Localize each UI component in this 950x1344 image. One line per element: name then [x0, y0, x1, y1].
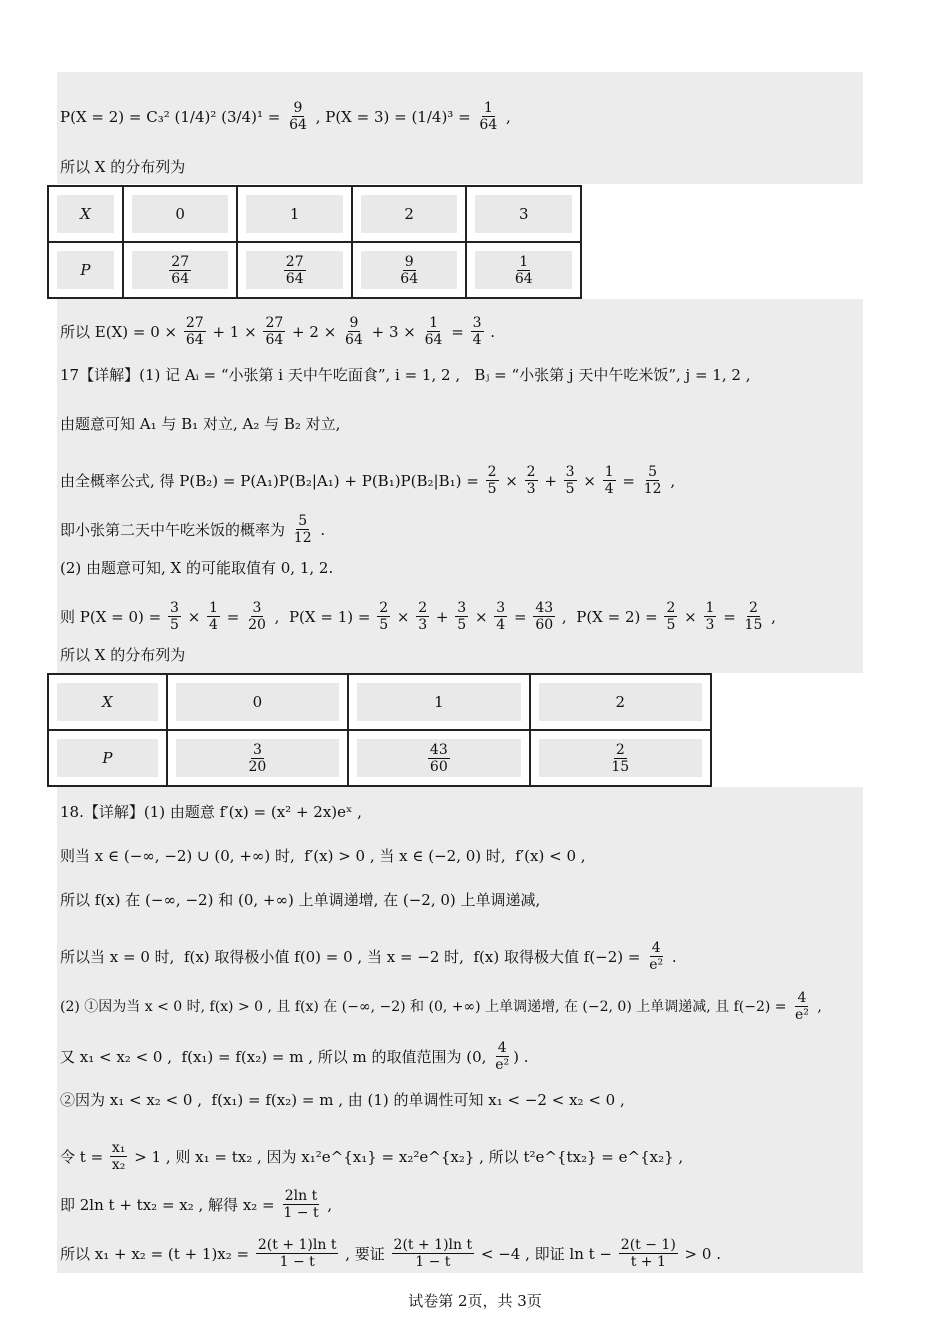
text-segment: ,	[322, 1195, 333, 1214]
text-segment: , P(X = 1) =	[269, 607, 376, 626]
cell-content	[361, 195, 458, 233]
cell-content	[132, 251, 229, 289]
cell-content	[475, 251, 572, 289]
table-cell	[48, 242, 123, 298]
text-segment: 所以当 x = 0 时, f(x) 取得极小值 f(0) = 0 , 当 x = −2 时, f(x) 取得极大值 f(−2) =	[60, 947, 646, 966]
text-segment: .	[485, 322, 496, 341]
cell-text: X	[102, 693, 113, 711]
cell-content	[475, 195, 572, 233]
fraction-denominator: 4	[604, 481, 614, 497]
text-segment: 又 x₁ < x₂ < 0 , f(x₁) = f(x₂) = m , 所以 m 的取值范围为 (0,	[60, 1047, 492, 1066]
fraction-numerator: 3	[457, 600, 467, 616]
fraction-denominator: 4	[472, 332, 482, 348]
fraction	[704, 600, 717, 633]
cell-content	[57, 195, 114, 233]
fraction-numerator: 43	[535, 600, 554, 616]
fraction-denominator: 60	[429, 758, 448, 775]
cell-content	[57, 683, 158, 721]
formula-line	[60, 990, 822, 1023]
text-segment: < −4 , 即证 ln t −	[476, 1244, 617, 1263]
text-segment: ×	[470, 607, 493, 626]
table-cell	[352, 242, 467, 298]
cell-fraction	[398, 254, 420, 287]
fraction-numerator: 1	[519, 253, 529, 270]
text-segment: .	[667, 947, 677, 966]
text-line	[60, 846, 586, 866]
distribution-table-2	[47, 673, 712, 787]
fraction	[477, 100, 499, 133]
text-segment: + 1 ×	[207, 322, 262, 341]
fraction-denominator: 64	[400, 270, 419, 287]
fraction	[343, 315, 365, 348]
fraction-denominator: 64	[265, 332, 284, 348]
fraction	[455, 600, 468, 633]
cell-text: P	[102, 749, 113, 767]
fraction	[377, 600, 390, 633]
cell-text: 3	[518, 205, 529, 223]
text-segment: +	[539, 471, 562, 490]
page-footer: 试卷第 2页，共 3页	[408, 1292, 542, 1310]
fraction	[533, 600, 555, 633]
fraction	[486, 464, 499, 497]
text-segment: 由全概率公式, 得 P(B₂) = P(A₁)P(B₂|A₁) + P(B₁)P(B₂|B₁) =	[60, 471, 484, 490]
table-cell	[237, 242, 352, 298]
text-segment: ②因为 x₁ < x₂ < 0 , f(x₁) = f(x₂) = m , 由 (1) 的单调性可知 x₁ < −2 < x₂ < 0 ,	[60, 1091, 625, 1109]
cell-content	[57, 251, 114, 289]
cell-text: 1	[289, 205, 300, 223]
cell-content	[246, 251, 343, 289]
table-cell	[167, 674, 348, 730]
fraction-denominator: 5	[666, 617, 676, 633]
fraction-denominator: 1 − t	[415, 1254, 451, 1270]
text-segment: .	[315, 520, 326, 539]
formula-line	[60, 464, 675, 497]
text-segment: 所以 f(x) 在 (−∞, −2) 和 (0, +∞) 上单调递增, 在 (−2, 0) 上单调递减,	[60, 891, 541, 909]
formula-line	[60, 940, 677, 973]
cell-content	[57, 739, 158, 777]
text-segment: > 1 , 则 x₁ = tx₂ , 因为 x₁²e^{x₁} = x₂²e^{x₂} , 所以 t²e^{tx₂} = e^{x₂} ,	[129, 1147, 684, 1166]
cell-fraction	[428, 742, 450, 775]
fraction-numerator: 2	[379, 600, 389, 616]
fraction	[281, 1188, 320, 1221]
cell-text: 0	[252, 693, 263, 711]
fraction-numerator: 9	[349, 315, 359, 331]
fraction-numerator: 1	[483, 100, 493, 116]
cell-text: 0	[175, 205, 185, 223]
cell-fraction	[169, 254, 191, 287]
fraction-numerator: 27	[285, 253, 304, 270]
fraction-numerator: 3	[170, 600, 179, 616]
fraction-denominator: 5	[170, 617, 179, 633]
text-segment: 所以 X 的分布列为	[60, 158, 186, 176]
text-segment: (2) 由题意可知, X 的可能取值有 0, 1, 2.	[60, 559, 334, 577]
text-segment: 则当 x ∈ (−∞, −2) ∪ (0, +∞) 时, f′(x) > 0 , 当 x ∈ (−2, 0) 时, f′(x) < 0 ,	[60, 847, 586, 865]
text-line	[60, 157, 185, 177]
fraction-numerator: 2	[487, 464, 497, 480]
text-segment: 即小张第二天中午吃米饭的概率为	[60, 520, 290, 539]
fraction	[642, 464, 664, 497]
fraction	[471, 315, 484, 348]
fraction-numerator: 2	[526, 464, 536, 480]
fraction-numerator: 1	[604, 464, 614, 480]
text-segment: =	[509, 607, 532, 626]
text-segment: + 2 ×	[287, 322, 342, 341]
fraction-denominator: 15	[611, 758, 630, 775]
cell-content	[246, 195, 343, 233]
cell-content	[357, 683, 520, 721]
table-cell	[48, 674, 167, 730]
cell-text: 1	[434, 693, 444, 711]
fraction	[184, 315, 206, 348]
fraction-numerator: 9	[404, 253, 414, 270]
fraction-numerator: 43	[429, 741, 448, 758]
table-cell	[466, 242, 581, 298]
fraction-denominator: 64	[285, 270, 304, 287]
fraction-denominator: 5	[487, 481, 497, 497]
fraction-numerator: 2	[666, 600, 676, 616]
table-row	[48, 674, 711, 730]
fraction-denominator: 5	[565, 481, 575, 497]
fraction	[619, 1237, 678, 1270]
fraction-numerator: 2(t + 1)ln t	[257, 1237, 337, 1253]
fraction	[494, 600, 507, 633]
fraction-denominator: t + 1	[630, 1254, 666, 1270]
table-row	[48, 186, 581, 242]
fraction	[292, 513, 314, 546]
text-segment: (2) ①因为当 x < 0 时, f(x) > 0 , 且 f(x) 在 (−∞, −2) 和 (0, +∞) 上单调递增, 在 (−2, 0) 上单调递减, 且 f(−2) =	[60, 998, 791, 1015]
table-cell	[237, 186, 352, 242]
fraction-denominator: 64	[514, 270, 533, 287]
fraction-denominator: e²	[649, 957, 664, 973]
fraction-numerator: 3	[565, 464, 575, 480]
text-segment: ,	[812, 998, 822, 1015]
fraction-numerator: 27	[171, 253, 190, 270]
cell-fraction	[284, 254, 306, 287]
fraction-numerator: 5	[648, 464, 658, 480]
fraction-denominator: 4	[496, 617, 506, 633]
text-segment: =	[718, 607, 741, 626]
table-cell	[48, 186, 123, 242]
text-segment: , P(X = 2) =	[557, 607, 663, 626]
cell-content	[176, 739, 339, 777]
fraction	[416, 600, 429, 633]
fraction-denominator: 64	[479, 117, 498, 133]
cell-content	[357, 739, 520, 777]
text-line	[60, 645, 185, 665]
cell-text: X	[80, 205, 91, 223]
text-line	[60, 1090, 625, 1110]
fraction-denominator: 3	[418, 617, 428, 633]
fraction-numerator: 5	[298, 513, 308, 529]
table-cell	[167, 730, 348, 786]
formula-line	[60, 100, 511, 133]
cell-fraction	[609, 742, 631, 775]
text-segment: , P(X = 3) = (1/4)³ =	[310, 107, 476, 126]
fraction-numerator: 2(t − 1)	[620, 1237, 676, 1253]
text-line	[60, 558, 333, 578]
fraction	[392, 1237, 475, 1270]
fraction	[664, 600, 677, 633]
fraction-numerator: 2	[418, 600, 428, 616]
fraction-denominator: 4	[209, 617, 218, 633]
fraction-denominator: 64	[289, 117, 307, 133]
text-segment: ,	[766, 607, 776, 626]
fraction-denominator: 1 − t	[283, 1205, 319, 1221]
fraction	[743, 600, 765, 633]
text-segment: ,	[665, 471, 676, 490]
text-segment: > 0 .	[679, 1244, 721, 1263]
cell-content	[539, 739, 702, 777]
formula-line	[60, 513, 325, 546]
fraction	[423, 315, 445, 348]
fraction	[793, 990, 811, 1023]
text-segment: +	[431, 607, 454, 626]
cell-text: 2	[615, 693, 626, 711]
fraction-numerator: 1	[705, 600, 715, 616]
fraction-numerator: 4	[651, 940, 661, 956]
text-segment: 18.【详解】(1) 由题意 f′(x) = (x² + 2x)eˣ ,	[60, 803, 362, 821]
cell-text: 2	[404, 205, 414, 223]
formula-line	[60, 1237, 721, 1270]
fraction	[525, 464, 538, 497]
fraction	[564, 464, 577, 497]
table-cell	[530, 730, 711, 786]
fraction-denominator: 12	[293, 530, 312, 546]
fraction-denominator: 3	[705, 617, 715, 633]
text-line	[60, 414, 340, 434]
fraction	[263, 315, 285, 348]
fraction-denominator: x₂	[111, 1157, 126, 1173]
fraction-denominator: 5	[379, 617, 389, 633]
text-segment: , 要证	[340, 1244, 390, 1263]
table-cell	[348, 674, 529, 730]
fraction-denominator: 5	[457, 617, 467, 633]
fraction	[207, 600, 220, 633]
fraction-numerator: 2	[748, 600, 758, 616]
text-segment: 则 P(X = 0) =	[60, 607, 166, 626]
text-segment: ,	[501, 107, 511, 126]
fraction	[110, 1140, 128, 1173]
fraction-numerator: 9	[293, 100, 303, 116]
text-segment: =	[446, 322, 469, 341]
text-segment: 令 t =	[60, 1147, 108, 1166]
fraction-denominator: 20	[248, 758, 267, 775]
cell-content	[132, 195, 229, 233]
fraction-numerator: 3	[472, 315, 482, 331]
fraction-denominator: 64	[171, 270, 190, 287]
text-segment: 所以 E(X) = 0 ×	[60, 322, 182, 341]
formula-line	[60, 1140, 683, 1173]
text-line	[60, 890, 540, 910]
fraction-numerator: 1	[429, 315, 439, 331]
fraction-numerator: 2ln t	[284, 1188, 318, 1204]
fraction-numerator: 1	[209, 600, 218, 616]
fraction-denominator: 1 − t	[279, 1254, 315, 1270]
fraction-denominator: 3	[526, 481, 536, 497]
text-segment: 所以 X 的分布列为	[60, 646, 186, 664]
fraction-numerator: 27	[185, 315, 204, 331]
fraction	[647, 940, 665, 973]
fraction-denominator: 12	[643, 481, 662, 497]
cell-text: P	[80, 261, 91, 279]
cell-fraction	[247, 742, 269, 775]
cell-content	[539, 683, 702, 721]
fraction-numerator: 2(t + 1)ln t	[393, 1237, 473, 1253]
fraction-denominator: e²	[495, 1057, 510, 1073]
fraction-numerator: 3	[252, 741, 262, 758]
fraction	[603, 464, 616, 497]
text-segment: 所以 x₁ + x₂ = (t + 1)x₂ =	[60, 1244, 254, 1263]
cell-fraction	[513, 254, 535, 287]
formula-line	[60, 1188, 332, 1221]
fraction	[256, 1237, 339, 1270]
text-segment: ) .	[513, 1047, 529, 1066]
text-segment: =	[221, 607, 245, 626]
text-segment: ×	[392, 607, 415, 626]
table-row	[48, 730, 711, 786]
fraction	[493, 1040, 511, 1073]
text-line	[60, 365, 750, 385]
cell-content	[176, 683, 339, 721]
fraction-numerator: x₁	[111, 1140, 126, 1156]
text-segment: ×	[679, 607, 702, 626]
formula-line	[60, 1040, 529, 1073]
text-segment: 即 2ln t + tx₂ = x₂ , 解得 x₂ =	[60, 1195, 280, 1214]
fraction	[246, 600, 268, 633]
fraction-numerator: 27	[265, 315, 284, 331]
formula-line	[60, 600, 776, 633]
text-segment: + 3 ×	[366, 322, 421, 341]
fraction-denominator: 64	[424, 332, 443, 348]
fraction-denominator: 64	[185, 332, 204, 348]
fraction-numerator: 3	[252, 600, 262, 616]
fraction-denominator: 64	[345, 332, 363, 348]
table-cell	[48, 730, 167, 786]
cell-content	[361, 251, 458, 289]
text-segment: 17【详解】(1) 记 Aᵢ = “小张第 i 天中午吃面食”, i = 1, 2 , Bⱼ = “小张第 j 天中午吃米饭”, j = 1, 2 ,	[60, 366, 751, 384]
table-cell	[348, 730, 529, 786]
table-row	[48, 242, 581, 298]
fraction	[287, 100, 309, 133]
table-cell	[123, 186, 238, 242]
fraction-denominator: 20	[248, 617, 266, 633]
fraction-denominator: e²	[794, 1007, 809, 1023]
text-line	[60, 802, 362, 822]
text-segment: =	[617, 471, 640, 490]
fraction-numerator: 2	[615, 741, 625, 758]
fraction-numerator: 3	[496, 600, 506, 616]
table-cell	[352, 186, 467, 242]
fraction-numerator: 4	[497, 1040, 507, 1056]
text-segment: P(X = 2) = C₃² (1/4)² (3/4)¹ =	[60, 107, 286, 126]
text-segment: ×	[500, 471, 523, 490]
fraction	[168, 600, 181, 633]
distribution-table-1	[47, 185, 582, 299]
text-segment: 由题意可知 A₁ 与 B₁ 对立, A₂ 与 B₂ 对立,	[60, 415, 341, 433]
fraction-denominator: 15	[744, 617, 763, 633]
fraction-denominator: 60	[535, 617, 554, 633]
text-segment: ×	[578, 471, 601, 490]
text-segment: ×	[182, 607, 206, 626]
table-cell	[466, 186, 581, 242]
table-cell	[123, 242, 238, 298]
fraction-numerator: 4	[797, 990, 807, 1006]
table-cell	[530, 674, 711, 730]
formula-line	[60, 315, 495, 348]
